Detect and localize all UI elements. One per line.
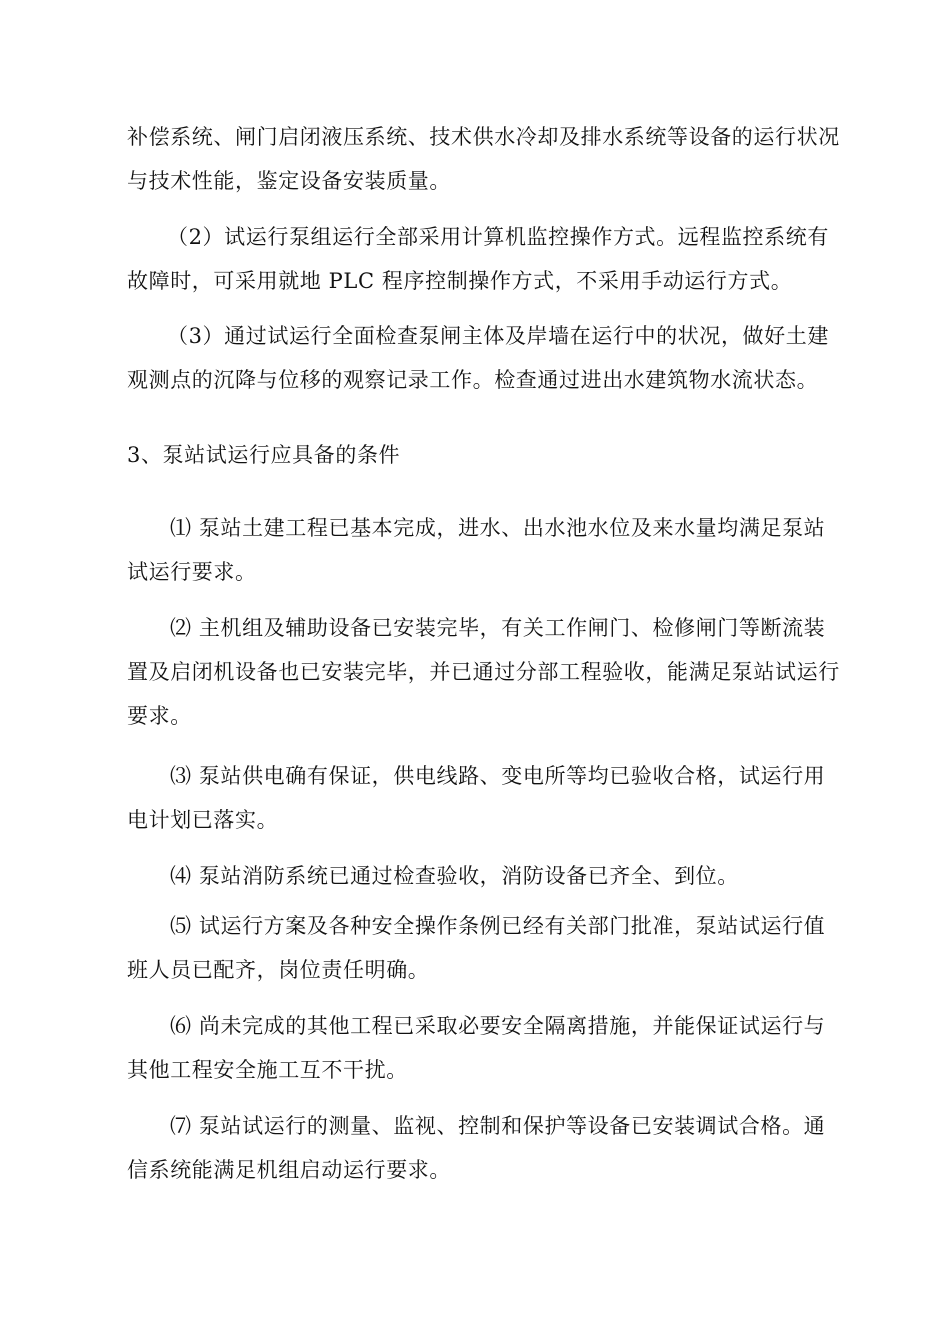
text-line: ⑹ 尚未完成的其他工程已采取必要安全隔离措施，并能保证试运行与 [170, 1014, 826, 1038]
text-line: ⑶ 泵站供电确有保证，供电线路、变电所等均已验收合格，试运行用 [170, 764, 826, 788]
condition-6-cont [127, 1048, 862, 1092]
condition-7 [170, 1104, 862, 1148]
condition-1-cont [127, 550, 862, 594]
text-line: （3）通过试运行全面检查泵闸主体及岸墙在运行中的状况，做好土建 [167, 324, 829, 348]
section-heading-text: 3、泵站试运行应具备的条件 [127, 443, 401, 467]
text-line: ⑷ 泵站消防系统已通过检查验收，消防设备已齐全、到位。 [170, 864, 739, 888]
text-line: ⑵ 主机组及辅助设备已安装完毕，有关工作闸门、检修闸门等断流装 [170, 616, 826, 640]
paragraph-item-2 [167, 215, 862, 259]
condition-6 [170, 1004, 862, 1048]
text-line: 置及启闭机设备也已安装完毕，并已通过分部工程验收，能满足泵站试运行 [127, 660, 840, 684]
paragraph-item-3 [167, 314, 862, 358]
section-heading [127, 433, 862, 477]
text-line: 观测点的沉降与位移的观察记录工作。检查通过进出水建筑物水流状态。 [127, 368, 819, 392]
text-line: 信系统能满足机组启动运行要求。 [127, 1158, 451, 1182]
condition-1 [170, 506, 862, 550]
text-line: ⑸ 试运行方案及各种安全操作条例已经有关部门批准，泵站试运行值 [170, 914, 826, 938]
text-line: 与技术性能，鉴定设备安装质量。 [127, 169, 451, 193]
condition-2-cont [127, 650, 862, 738]
text-line: ⑺ 泵站试运行的测量、监视、控制和保护等设备已安装调试合格。通 [170, 1114, 826, 1138]
text-line: 要求。 [127, 704, 192, 728]
text-line: 补偿系统、闸门启闭液压系统、技术供水冷却及排水系统等设备的运行状况 [127, 125, 840, 149]
condition-4 [170, 854, 862, 898]
condition-3-cont [127, 798, 862, 842]
text-line: 试运行要求。 [127, 560, 257, 584]
text-line: 班人员已配齐，岗位责任明确。 [127, 958, 430, 982]
condition-5-cont [127, 948, 862, 992]
paragraph-continuation [127, 115, 862, 203]
condition-2 [170, 606, 862, 650]
paragraph-item-2-cont [127, 259, 862, 303]
condition-3 [170, 754, 862, 798]
condition-5 [170, 904, 862, 948]
text-line: 故障时，可采用就地 PLC 程序控制操作方式，不采用手动运行方式。 [127, 269, 793, 293]
text-line: （2）试运行泵组运行全部采用计算机监控操作方式。远程监控系统有 [167, 225, 829, 249]
condition-7-cont [127, 1148, 862, 1192]
text-line: ⑴ 泵站土建工程已基本完成，进水、出水池水位及来水量均满足泵站 [170, 516, 826, 540]
text-line: 电计划已落实。 [127, 808, 279, 832]
paragraph-item-3-cont [127, 358, 862, 402]
text-line: 其他工程安全施工互不干扰。 [127, 1058, 408, 1082]
